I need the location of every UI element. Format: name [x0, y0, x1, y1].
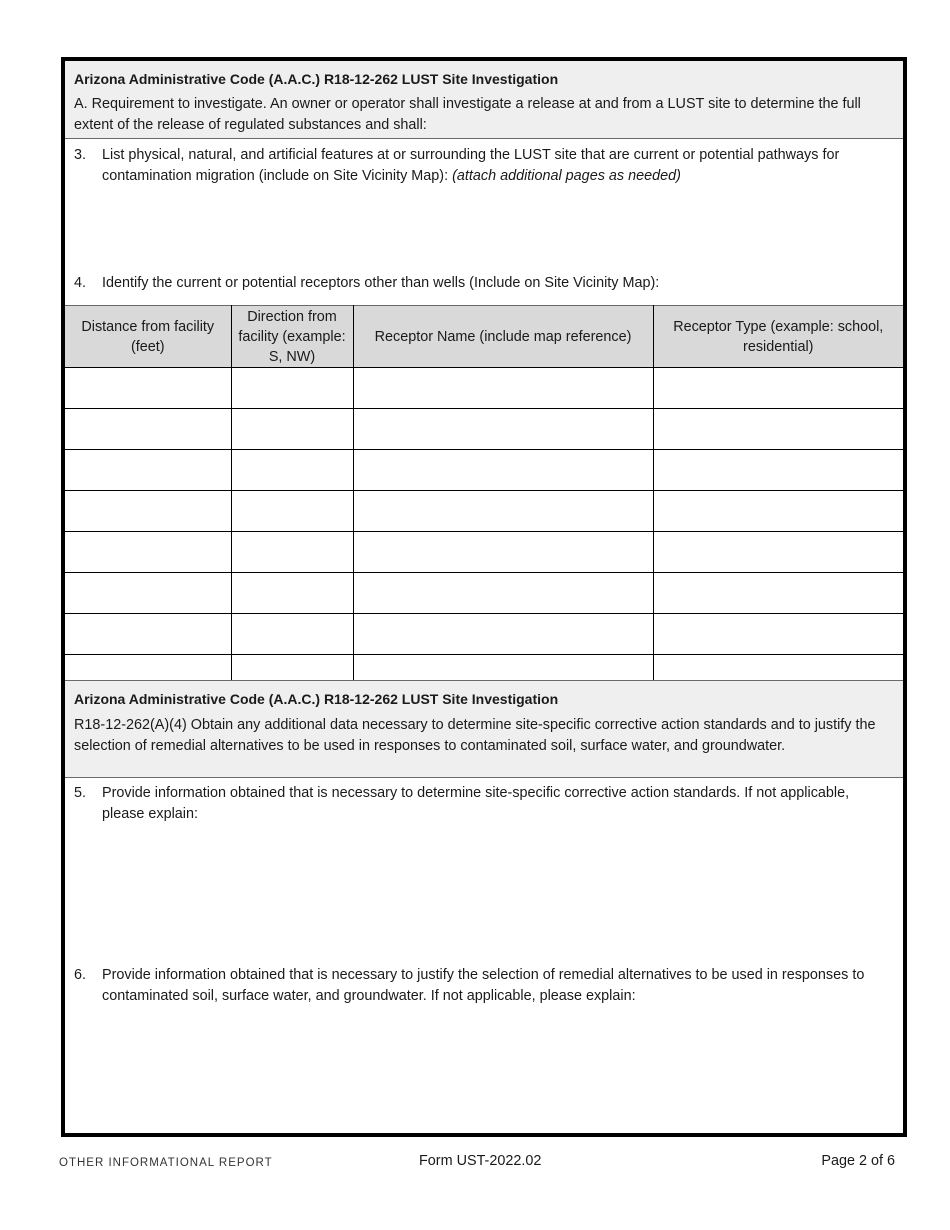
table-cell[interactable] [231, 532, 353, 573]
table-cell[interactable] [653, 532, 903, 573]
question-number: 3. [74, 147, 87, 163]
column-header-distance: Distance from facility (feet) [65, 306, 231, 368]
question-number: 6. [74, 967, 87, 983]
table-cell[interactable] [353, 450, 653, 491]
question-text [102, 145, 894, 187]
table-cell[interactable] [653, 614, 903, 655]
table-cell[interactable] [353, 614, 653, 655]
table-cell[interactable] [231, 409, 353, 450]
section-text: R18-12-262(A)(4) Obtain any additional data necessary to determine site-specific corrective action standards and to justify the selection of remedial alternatives to be used in responses to contaminated soil, surface water, and groundwater. [74, 717, 876, 754]
table-cell[interactable] [653, 368, 903, 409]
table-cell[interactable] [65, 409, 231, 450]
section-text: A. Requirement to investigate. An owner or operator shall investigate a release at and from a LUST site to determine the full extent of the release of regulated substances and shall: [74, 96, 861, 133]
question-text: Provide information obtained that is necessary to determine site-specific corrective action standards. If not applicable, please explain: [102, 785, 850, 822]
section-header-additional-data [65, 680, 903, 778]
table-cell[interactable] [231, 368, 353, 409]
column-header-direction: Direction from facility (example: S, NW) [231, 306, 353, 368]
table-header-row [65, 306, 903, 368]
table-cell[interactable] [65, 450, 231, 491]
table-cell[interactable] [231, 491, 353, 532]
table-row [65, 368, 903, 409]
table-cell[interactable] [231, 573, 353, 614]
answer-area-5[interactable] [65, 829, 903, 957]
table-cell[interactable] [353, 368, 653, 409]
table-cell[interactable] [653, 450, 903, 491]
section-title: Arizona Administrative Code (A.A.C.) R18-12-262 LUST Site Investigation [74, 691, 559, 707]
question-4 [74, 273, 894, 294]
table-cell[interactable] [65, 532, 231, 573]
table-cell[interactable] [353, 532, 653, 573]
table-row [65, 614, 903, 655]
table-cell[interactable] [65, 368, 231, 409]
table-cell[interactable] [231, 450, 353, 491]
table-cell[interactable] [653, 491, 903, 532]
footer-report-type: OTHER INFORMATIONAL REPORT [59, 1157, 273, 1169]
table-cell[interactable] [353, 409, 653, 450]
question-number: 4. [74, 275, 87, 291]
footer-page-number: Page 2 of 6 [821, 1153, 895, 1169]
receptor-table [65, 305, 903, 696]
form-frame [61, 57, 907, 1137]
table-cell[interactable] [65, 573, 231, 614]
column-header-receptor-type: Receptor Type (example: school, residential) [653, 306, 903, 368]
question-text: Provide information obtained that is necessary to justify the selection of remedial alternatives to be used in responses to contaminated soil, surface water, and groundwater. If not applicable, please explain: [102, 967, 865, 1004]
table-row [65, 491, 903, 532]
table-cell[interactable] [231, 614, 353, 655]
table-cell[interactable] [65, 614, 231, 655]
table-row [65, 450, 903, 491]
answer-area-3[interactable] [65, 191, 903, 267]
table-row [65, 409, 903, 450]
question-3-text: List physical, natural, and artificial features at or surrounding the LUST site that are current or potential pathways for contamination migration (include on Site Vicinity Map): [102, 147, 840, 184]
table-cell[interactable] [353, 491, 653, 532]
question-6 [74, 965, 894, 1007]
footer-form-number: Form UST-2022.02 [419, 1153, 542, 1169]
table-row [65, 573, 903, 614]
question-number: 5. [74, 785, 87, 801]
table-row [65, 532, 903, 573]
table-cell[interactable] [65, 491, 231, 532]
table-cell[interactable] [353, 573, 653, 614]
section-header-requirement [65, 61, 903, 139]
table-cell[interactable] [653, 573, 903, 614]
section-title: Arizona Administrative Code (A.A.C.) R18-12-262 LUST Site Investigation [74, 71, 559, 87]
question-3 [74, 145, 894, 187]
answer-area-6[interactable] [65, 1011, 903, 1131]
question-5 [74, 783, 894, 825]
question-text: Identify the current or potential receptors other than wells (Include on Site Vicinity Map): [102, 275, 660, 291]
table-cell[interactable] [653, 409, 903, 450]
column-header-receptor-name: Receptor Name (include map reference) [353, 306, 653, 368]
question-3-note: (attach additional pages as needed) [452, 168, 681, 184]
